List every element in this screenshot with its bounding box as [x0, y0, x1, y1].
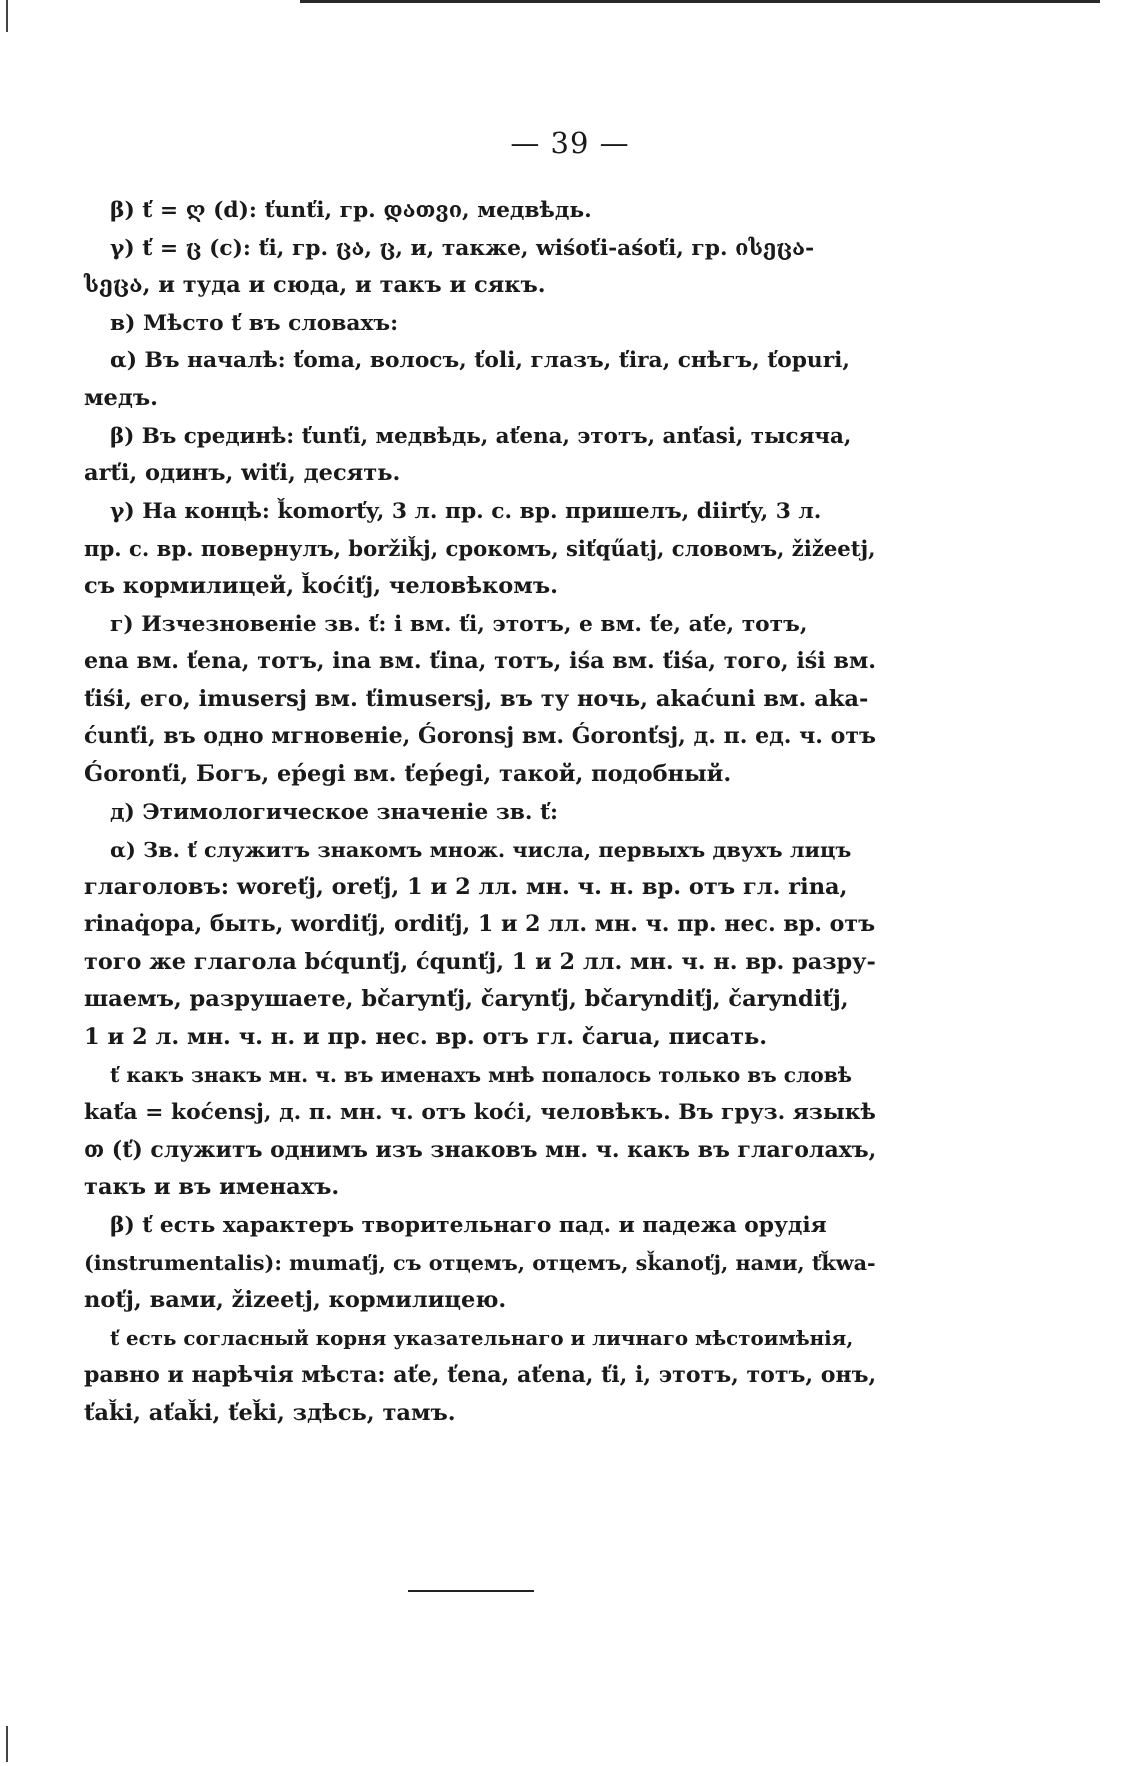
paragraph-gamma-c-cont: [84, 267, 876, 305]
text-line: γ) ť = ც (c): ťi, гр. ცა, ც, и, также, wiśoťi-aśoťi, гр. ისეცა-: [110, 235, 815, 261]
text-line: ena вм. ťena, тотъ, ina вм. ťina, тотъ, iśa вм. ťiśa, того, iśi вм.: [84, 648, 877, 675]
text-line: β) Въ срединѣ: ťunťi, медвѣдь, aťena, этотъ, anťasi, тысяча,: [110, 423, 852, 449]
paragraph-plural-sign-cont: [84, 869, 876, 1057]
text-line: равно и нарѣчія мѣста: aťe, ťena, aťena, ťi, i, этотъ, тотъ, онъ,: [84, 1362, 877, 1389]
paragraph-pronoun-root-cont: [84, 1357, 876, 1432]
text-line: სეცა, и туда и сюда, и такъ и сякъ.: [84, 272, 546, 299]
page-body: [84, 192, 876, 1433]
heading-etymology: [84, 794, 876, 832]
text-line: α) Въ началѣ: ťoma, волосъ, ťoli, глазъ, ťira, снѣгъ, ťopuri,: [110, 348, 850, 374]
text-line: ťiśi, его, imusersj вм. ťimusersj, въ ту ночь, akaćuni вм. aka-: [84, 685, 869, 712]
text-line: шаемъ, разрушаете, bčarynťj, čarynťj, bčaryndiťj, čaryndiťj,: [84, 986, 849, 1013]
text-line: такъ и въ именахъ.: [84, 1174, 340, 1201]
text-line: თ (ť) служитъ однимъ изъ знаковъ мн. ч. какъ въ глаголахъ,: [84, 1136, 877, 1163]
left-edge-mark-bottom: [6, 1726, 8, 1762]
text-line: α) Зв. ť служитъ знакомъ множ. числа, первыхъ двухъ лицъ: [110, 837, 852, 863]
text-line: того же глагола bćqunťj, ćqunťj, 1 и 2 лл. мн. ч. н. вр. разру-: [84, 948, 876, 975]
text-line: 1 и 2 л. мн. ч. н. и пр. нес. вр. отъ гл. čarua, писать.: [84, 1024, 768, 1051]
text-line: ćunťi, въ одно мгновеніе, Ǵoronsj вм. Ǵoronťsj, д. п. ед. ч. отъ: [84, 723, 876, 750]
text-line: глаголовъ: woreťj, oreťj, 1 и 2 лл. мн. ч. н. вр. отъ гл. rina,: [84, 873, 848, 900]
text-line: β) ť = ღ (d): ťunťi, гр. დათვი, медвѣдь.: [110, 198, 592, 223]
text-line: rinaq̇opa, быть, wordiťj, ordiťj, 1 и 2 лл. мн. ч. пр. нес. вр. отъ: [84, 911, 876, 938]
text-line: γ) На концѣ: ǩomorťy, 3 л. пр. с. вр. пришелъ, diirťy, 3 л.: [110, 498, 822, 524]
paragraph-final-cont: [84, 530, 876, 605]
heading-position: [84, 305, 876, 343]
paragraph-plural-nouns: [84, 1057, 876, 1095]
paragraph-instrumental-cont: [84, 1245, 876, 1320]
top-rule: [300, 0, 1100, 3]
text-line: пр. с. вр. повернулъ, borži̇ǩj, срокомъ, siťqűatj, словомъ, žižeetj,: [84, 536, 876, 562]
paragraph-gamma-c: [84, 230, 876, 268]
text-line: съ кормилицей, ǩoćiťj, человѣкомъ.: [84, 572, 558, 599]
paragraph-initial: [84, 342, 876, 380]
paragraph-medial-cont: [84, 455, 876, 493]
paragraph-medial: [84, 418, 876, 456]
paragraph-final: [84, 493, 876, 531]
text-line: noťj, вами, žizeetj, кормилицею.: [84, 1287, 507, 1314]
paragraph-disappearance: [84, 606, 876, 644]
paragraph-instrumental: [84, 1207, 876, 1245]
text-line: β) ť есть характеръ творительнаго пад. и падежа орудія: [110, 1213, 827, 1239]
paragraph-disappearance-cont: [84, 643, 876, 793]
text-line: г) Изчезновеніе зв. ť: i вм. ťi, этотъ, e вм. ťe, aťe, тотъ,: [110, 611, 808, 637]
closing-rule: [408, 1590, 534, 1592]
paragraph-plural-nouns-cont: [84, 1094, 876, 1207]
paragraph-pronoun-root: [84, 1320, 876, 1358]
text-line: ť есть согласный корня указательнаго и личнаго мѣстоимѣнія,: [110, 1325, 854, 1350]
text-line: в) Мѣсто ť въ словахъ:: [110, 310, 399, 336]
text-line: ť какъ знакъ мн. ч. въ именахъ мнѣ попалось только въ словѣ: [110, 1062, 852, 1087]
text-line: (instrumentalis): mumaťj, съ отцемъ, отцемъ, sǩanoťj, нами, ťǩwa-: [84, 1250, 876, 1275]
text-line: kaťa = koćensj, д. п. мн. ч. отъ koći, человѣкъ. Въ груз. языкѣ: [84, 1099, 876, 1126]
text-line: arťi, одинъ, wiťi, десять.: [84, 460, 401, 487]
text-line: ťaǩi, aťaǩi, ťeǩi, здѣсь, тамъ.: [84, 1400, 456, 1426]
text-line: медъ.: [84, 384, 158, 411]
text-line: Ǵoronťi, Богъ, eṕegi вм. ťeṕegi, такой, подобный.: [84, 760, 732, 787]
paragraph-initial-cont: [84, 380, 876, 418]
paragraph-beta-d: [84, 192, 876, 230]
text-line: д) Этимологическое значеніе зв. ť:: [110, 799, 559, 825]
paragraph-plural-sign: [84, 831, 876, 869]
page-number: — 39 —: [510, 126, 630, 160]
left-edge-mark-top: [6, 0, 8, 32]
